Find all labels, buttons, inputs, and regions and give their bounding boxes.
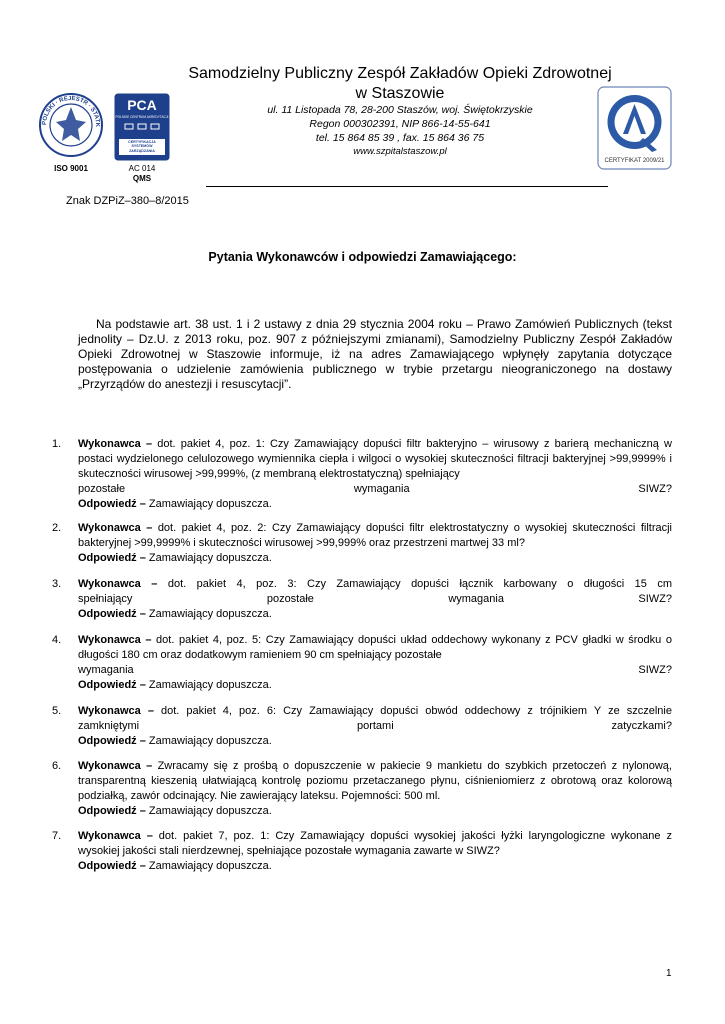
question-tail: spełniający pozostałe wymagania SIWZ? xyxy=(78,593,672,605)
question-text: dot. pakiet 4, poz. 1: Czy Zamawiający dopuści filtr bakteryjno – wirusowy z barierą mechaniczną w postaci wydzielonego celulozowego wymiennika ciepła i wilgoci o wysokiej skuteczności filtracji bakteryjnej >99,9999% i skuteczności wirusowej >99,999%, (z membraną elektrostatyczną) spełniający xyxy=(78,438,672,480)
phone-fax: tel. 15 864 85 39 , fax. 15 864 36 75 xyxy=(315,132,485,144)
answer-label: Odpowiedź – xyxy=(78,805,146,817)
answer-text: Zamawiający dopuszcza. xyxy=(148,498,272,510)
question-item-3 xyxy=(52,577,672,622)
question-text: dot. pakiet 4, poz. 2: Czy Zamawiający dopuści filtr elektrostatyczny o wysokiej skuteczności filtracji bakteryjnej >99,9999% i skuteczności wirusowej >99,999% oraz przestrzeni martwej 33 ml? xyxy=(78,522,672,549)
intro-paragraph: Na podstawie art. 38 ust. 1 i 2 ustawy z dnia 29 stycznia 2004 roku – Prawo Zamówień Publicznych (tekst jednolity – Dz.U. z 2013 roku, poz. 907 z późniejszymi zmianami), Samodzielny Publiczny Zespół Zakładów Opieki Zdrowotnej w Staszowie informuje, iż na adres Zamawiającego wpłynęły zapytania dotyczące postępowania o udzielenie zamówienia publicznego w trybie przetargu nieograniczonego na dostawy „Przyrządów do anestezji i resuscytacji”. xyxy=(78,317,672,391)
answer-label: Odpowiedź – xyxy=(78,679,146,691)
institution-city: w Staszowie xyxy=(355,85,445,102)
institution-address-block xyxy=(200,103,600,159)
header-divider xyxy=(206,186,608,187)
answer-label: Odpowiedź – xyxy=(78,552,146,564)
answer-text: Zamawiający dopuszcza. xyxy=(148,608,272,620)
pca-logo-text: PCA xyxy=(127,97,157,113)
pca-certification-logo xyxy=(114,93,170,161)
question-text: Zwracamy się z prośbą o dopuszczenie w pakiecie 9 mankietu do szybkich przetoczeń z nylonową, transparentną kieszenią ułatwiającą kontrolę poziomu przetaczanego płynu, ciśnieniomierz z obrotową oraz kolorową podziałką, zawór odcinający. Nie zawierający lateksu. Pojemności: 500 ml. xyxy=(78,760,672,802)
pca-cert-text: CERTYFIKACJA SYSTEMÓW ZARZĄDZANIA xyxy=(128,140,156,153)
answer-text: Zamawiający dopuszcza. xyxy=(148,679,272,691)
question-tail: wymagania SIWZ? xyxy=(78,664,672,676)
street-address: ul. 11 Listopada 78, 28-200 Staszów, woj. Świętokrzyskie xyxy=(267,104,533,116)
question-label: Wykonawca – xyxy=(78,578,158,590)
iso-9001-caption: ISO 9001 xyxy=(54,164,88,173)
pca-accreditation-number: AC 014 xyxy=(128,164,156,173)
document-reference: Znak DZPiZ–380–8/2015 xyxy=(66,195,189,207)
page-number: 1 xyxy=(666,968,672,979)
question-item-6 xyxy=(52,759,672,819)
question-label: Wykonawca – xyxy=(78,760,153,772)
question-number: 4. xyxy=(52,634,62,646)
question-text: dot. pakiet 4, poz. 5: Czy Zamawiający dopuści układ oddechowy wykonany z PCV gładki w środku o długości 180 cm oraz dodatkowym ramieniem 90 cm spełniający pozostałe xyxy=(78,634,672,661)
question-item-7 xyxy=(52,829,672,874)
question-number: 1. xyxy=(52,438,62,450)
aq-certificate-caption: CERTYFIKAT 2009/21 xyxy=(604,158,665,164)
question-label: Wykonawca – xyxy=(78,438,153,450)
question-text: dot. pakiet 4, poz. 3: Czy Zamawiający dopuści łącznik karbowany o długości 15 cm xyxy=(167,578,672,590)
question-number: 5. xyxy=(52,705,62,717)
answer-label: Odpowiedź – xyxy=(78,860,146,872)
answer-text: Zamawiający dopuszcza. xyxy=(148,860,272,872)
aq-certificate-logo xyxy=(597,86,672,170)
question-item-5 xyxy=(52,704,672,749)
answer-label: Odpowiedź – xyxy=(78,735,146,747)
question-number: 3. xyxy=(52,578,62,590)
regon-nip: Regon 000302391, NIP 866-14-55-641 xyxy=(309,118,491,130)
question-label: Wykonawca – xyxy=(78,634,152,646)
question-item-2 xyxy=(52,521,672,566)
answer-label: Odpowiedź – xyxy=(78,498,146,510)
answer-label: Odpowiedź – xyxy=(78,608,146,620)
question-tail: zamkniętymi portami zatyczkami? xyxy=(78,720,672,732)
question-label: Wykonawca – xyxy=(78,830,153,842)
prs-iso-seal-logo xyxy=(38,92,104,158)
iso-seal-ring-text: POLSKI · REJESTR · STATK xyxy=(41,95,101,127)
question-text: dot. pakiet 7, poz. 1: Czy Zamawiający dopuści wysokiej jakości łyżki laryngologiczne wykonane z wysokiej jakości stali nierdzewnej, spełniające pozostałe wymagania zawarte w SIWZ? xyxy=(78,830,672,857)
question-label: Wykonawca – xyxy=(78,522,153,534)
institution-title xyxy=(170,64,630,104)
answer-text: Zamawiający dopuszcza. xyxy=(148,552,272,564)
answer-text: Zamawiający dopuszcza. xyxy=(148,805,272,817)
website-link[interactable]: www.szpitalstaszow.pl xyxy=(353,146,447,157)
question-number: 6. xyxy=(52,760,62,772)
question-number: 7. xyxy=(52,830,62,842)
pca-qms-label: QMS xyxy=(132,174,152,183)
institution-name: Samodzielny Publiczny Zespół Zakładów Opieki Zdrowotnej xyxy=(188,65,612,82)
question-item-4 xyxy=(52,633,672,693)
question-number: 2. xyxy=(52,522,62,534)
pca-subtitle-text: POLSKIE CENTRUM AKREDYTACJI xyxy=(115,115,169,119)
document-heading: Pytania Wykonawców i odpowiedzi Zamawiającego: xyxy=(208,250,517,264)
question-tail: pozostałe wymagania SIWZ? xyxy=(78,483,672,495)
question-label: Wykonawca – xyxy=(78,705,154,717)
question-item-1 xyxy=(52,437,672,512)
answer-text: Zamawiający dopuszcza. xyxy=(148,735,272,747)
question-text: dot. pakiet 4, poz. 6: Czy Zamawiający dopuści obwód oddechowy z trójnikiem Y ze szczelnie xyxy=(161,705,672,717)
